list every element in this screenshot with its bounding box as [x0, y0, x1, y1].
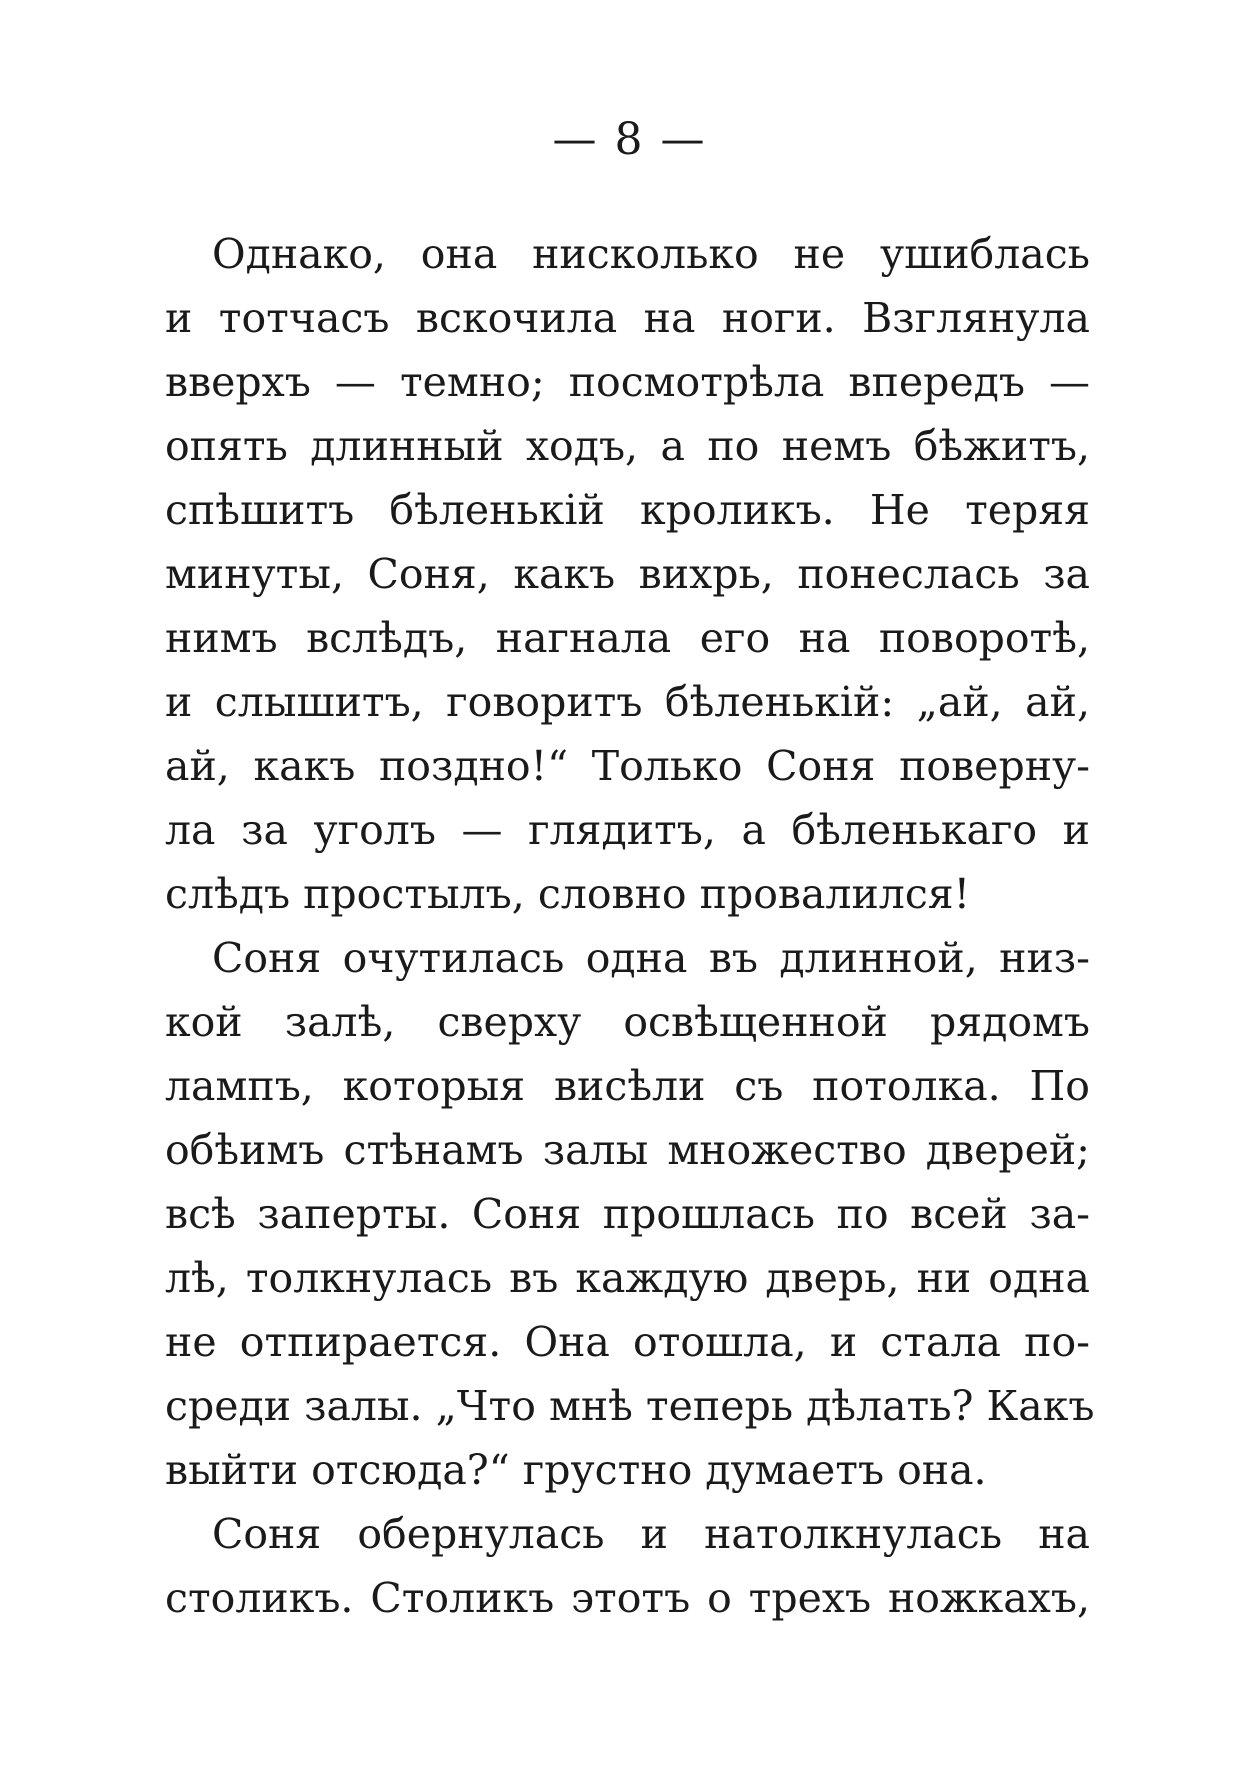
text-line: лѣ, толкнулась въ каждую дверь, ни одна [165, 1254, 1090, 1302]
body-text [165, 222, 1095, 1630]
text-line: слѣдъ простылъ, словно провалился! [165, 870, 971, 918]
text-line: лампъ, которыя висѣли съ потолка. По [165, 1062, 1090, 1110]
text-line: минуты, Соня, какъ вихрь, понеслась за [165, 550, 1090, 598]
text-line: Соня обернулась и натолкнулась на [212, 1510, 1090, 1558]
text-line: нимъ вслѣдъ, нагнала его на поворотѣ, [165, 614, 1090, 662]
text-line: ай, какъ поздно!“ Только Соня поверну- [165, 742, 1090, 790]
text-line: столикъ. Столикъ этотъ о трехъ ножкахъ, [165, 1574, 1090, 1622]
text-line: Соня очутилась одна въ длинной, низ- [212, 934, 1090, 982]
paragraph-1 [165, 222, 1090, 926]
text-line: и слышитъ, говоритъ бѣленькій: „ай, ай, [165, 678, 1090, 726]
text-line: кой залѣ, сверху освѣщенной рядомъ [165, 998, 1090, 1046]
text-line: всѣ заперты. Соня прошлась по всей за- [165, 1190, 1090, 1238]
paragraph-2 [165, 926, 1095, 1502]
text-line: обѣимъ стѣнамъ залы множество дверей; [165, 1126, 1090, 1174]
text-line: спѣшитъ бѣленькій кроликъ. Не теряя [165, 486, 1090, 534]
text-line: опять длинный ходъ, а по немъ бѣжитъ, [165, 422, 1090, 470]
text-line: Однако, она нисколько не ушиблась [212, 230, 1090, 278]
text-line: среди залы. „Что мнѣ теперь дѣлать? Какъ [165, 1382, 1095, 1430]
text-line: вверхъ — темно; посмотрѣла впередъ — [165, 358, 1090, 406]
page-number: — 8 — [552, 114, 707, 165]
text-line: выйти отсюда?“ грустно думаетъ она. [165, 1446, 987, 1494]
text-line: не отпирается. Она отошла, и стала по- [165, 1318, 1090, 1366]
text-line: ла за уголъ — глядитъ, а бѣленькаго и [165, 806, 1090, 854]
text-line: и тотчасъ вскочила на ноги. Взглянула [165, 294, 1090, 342]
paragraph-3 [165, 1502, 1090, 1630]
